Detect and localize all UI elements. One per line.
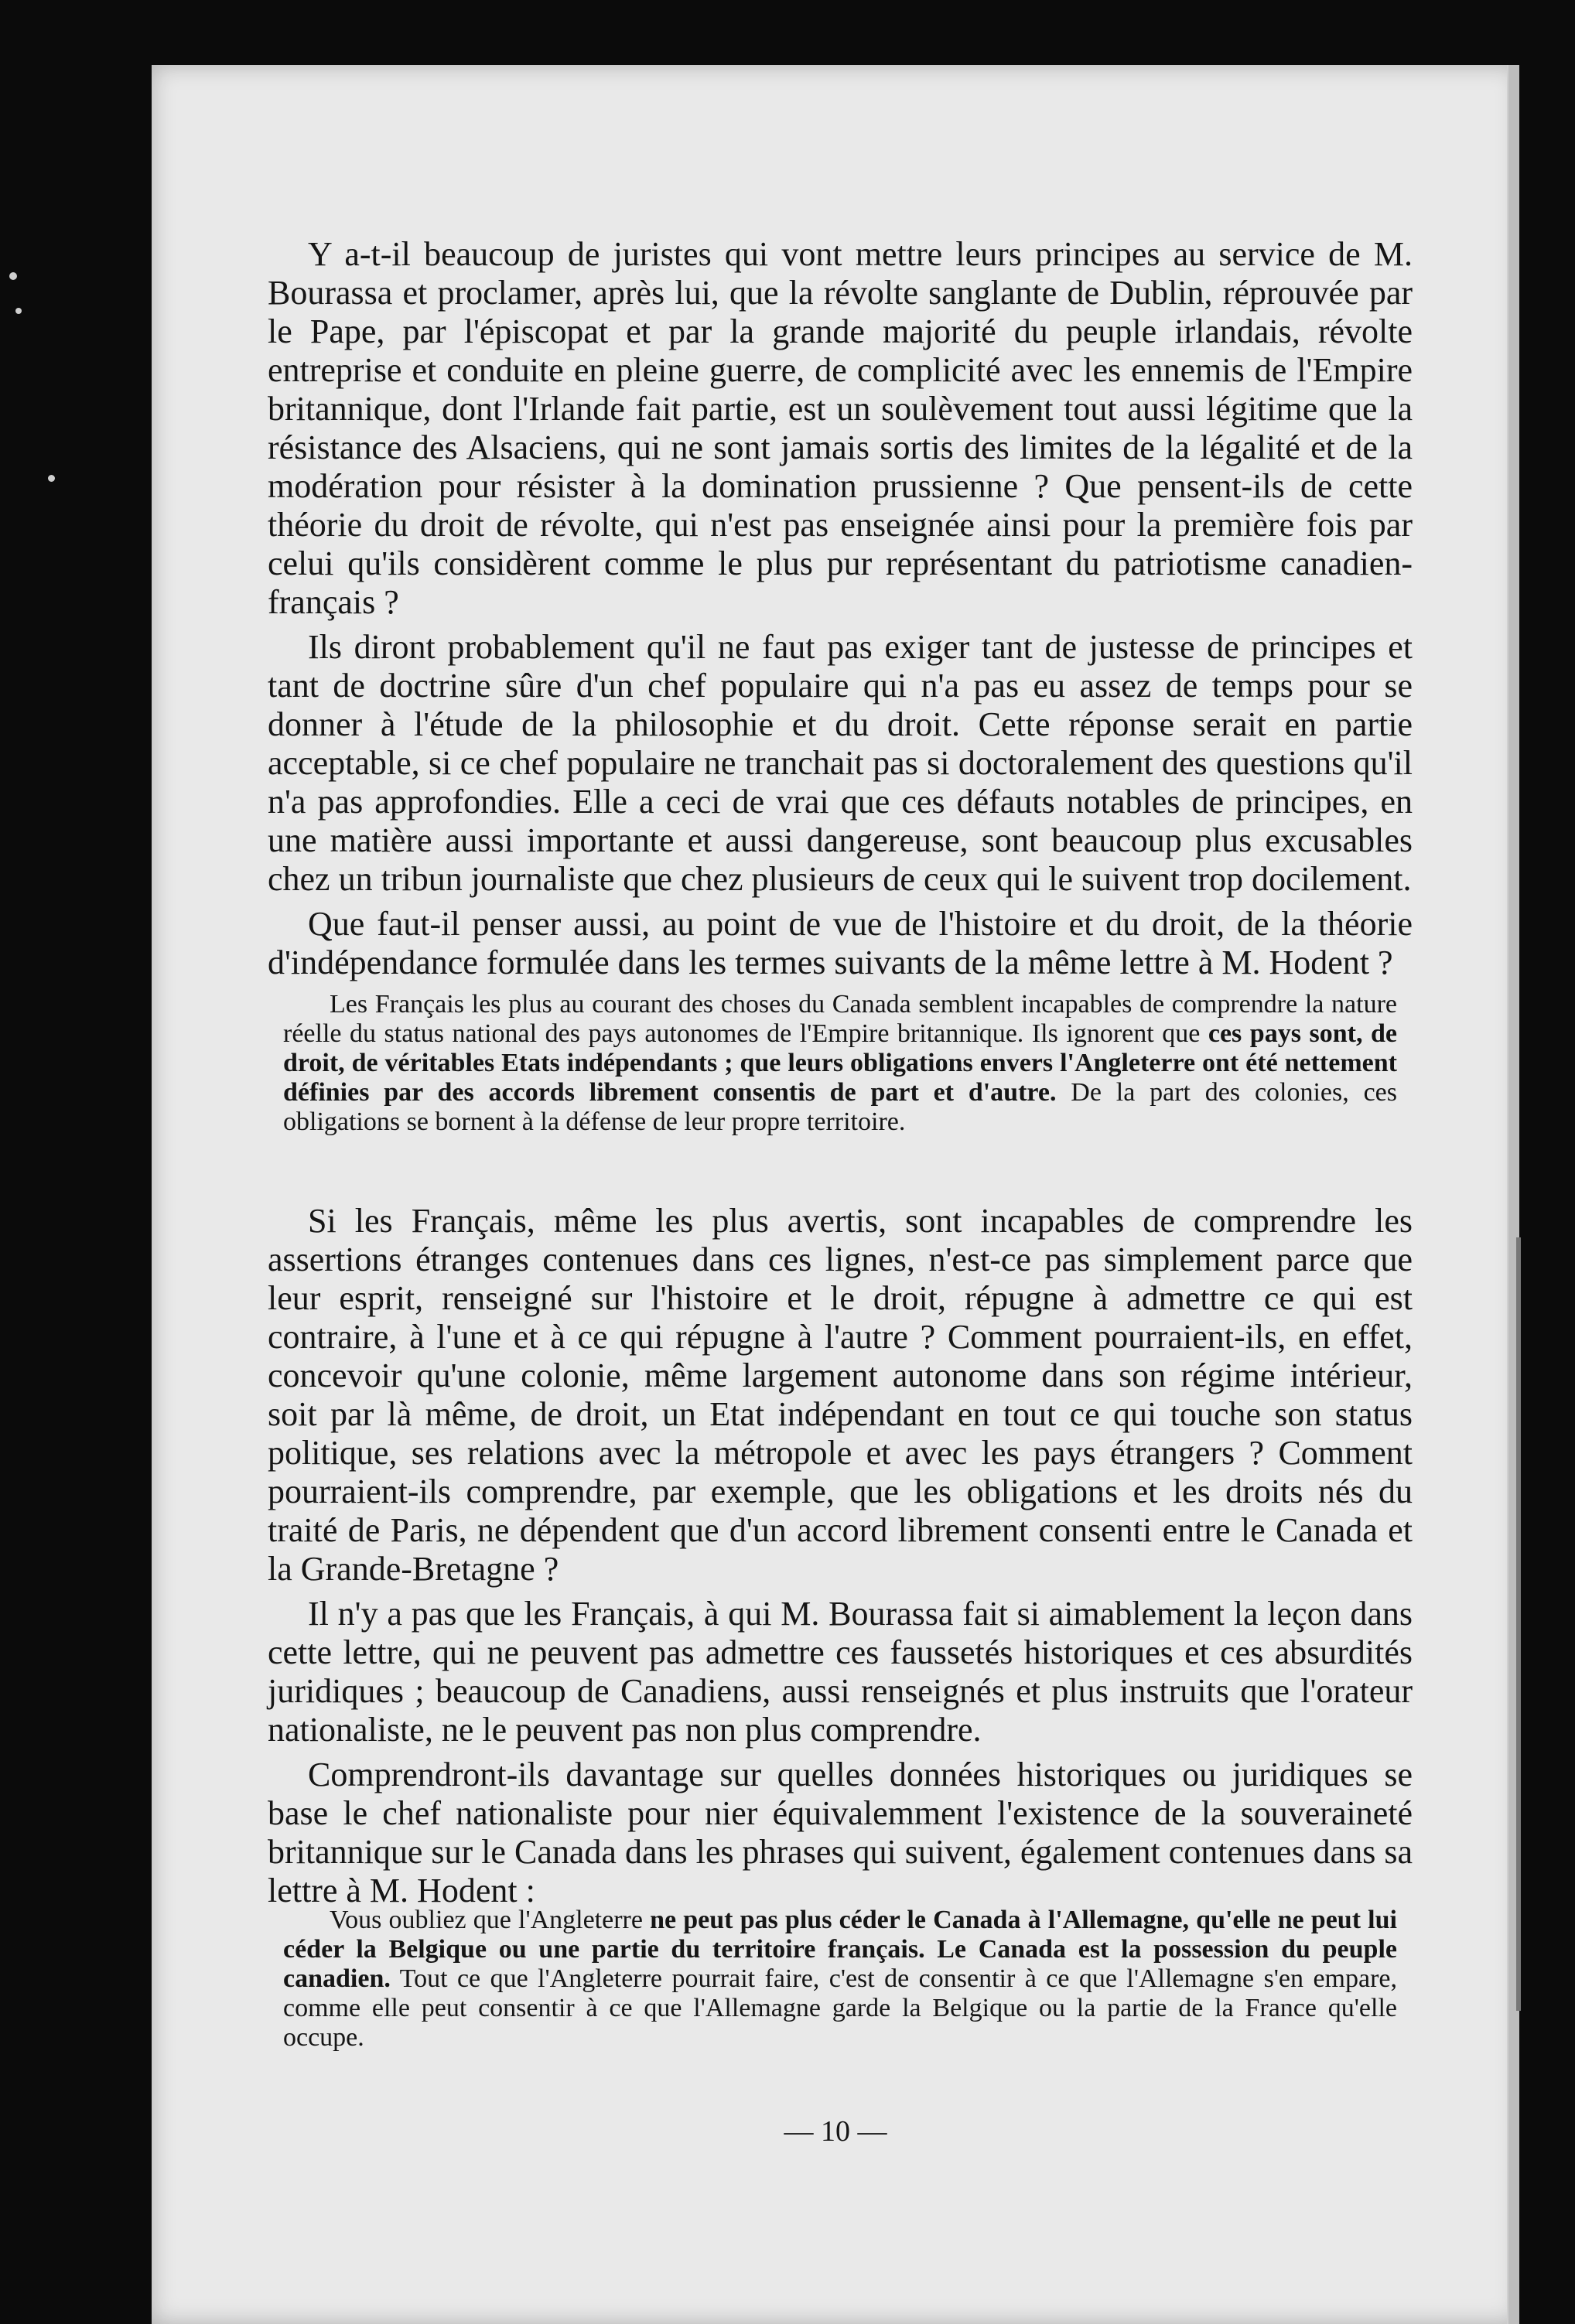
quote-1-part-c: De la part des colonies, ces obligations se bornent à la défense de leur propre territoire. xyxy=(283,1078,1397,1136)
page-edge-shadow xyxy=(1516,1237,1521,2011)
text-block-top xyxy=(268,235,1413,988)
quote-2-part-a: Vous oubliez que l'Angleterre xyxy=(330,1906,651,1934)
quote-block-1 xyxy=(268,990,1413,1155)
scan-speck xyxy=(48,475,55,482)
scan-speck xyxy=(15,308,22,314)
paragraph-2: Ils diront probablement qu'il ne faut pas exiger tant de justesse de principes et tant de doctrine sûre d'un chef populaire qui n'a pas eu assez de temps pour se donner à l'étude de la philosophie et du droit. Cette réponse serait en partie acceptable, si ce chef populaire ne tranchait pas si doctoralement des questions qu'il n'a pas approfondies. Elle a ceci de vrai que ces défauts notables de principes, en une matière aussi importante et aussi dangereuse, sont beaucoup plus excusables chez un tribun journaliste que chez plusieurs de ceux qui le suivent trop docilement. xyxy=(268,628,1413,898)
paragraph-3: Que faut-il penser aussi, au point de vue de l'histoire et du droit, de la théorie d'indépendance formulée dans les termes suivants de la même lettre à M. Hodent ? xyxy=(268,905,1413,981)
quote-1-part-a: Les Français les plus au courant des choses du Canada semblent incapables de comprendre la nature réelle du status national des pays autonomes de l'Empire britannique. Ils ignorent que xyxy=(283,990,1397,1048)
scan-speck xyxy=(9,272,17,280)
quote-2-part-c: Tout ce que l'Angleterre pourrait faire, c'est de consentir à ce que l'Allemagne s'en empare, comme elle peut consentir à ce que l'Allemagne garde la Belgique ou la partie de la France qu'elle occupe. xyxy=(283,1964,1397,2052)
text-block-middle xyxy=(268,1202,1413,1916)
quote-block-2 xyxy=(268,1906,1413,2071)
quote-2 xyxy=(268,1906,1413,2053)
document-page xyxy=(152,65,1519,2324)
paragraph-5: Il n'y a pas que les Français, à qui M. Bourassa fait si aimablement la leçon dans cette lettre, qui ne peuvent pas admettre ces faussetés historiques et ces absurdités juridiques ; beaucoup de Canadiens, aussi renseignés et plus instruits que l'orateur nationaliste, ne le peuvent pas non plus comprendre. xyxy=(268,1595,1413,1749)
paragraph-1: Y a-t-il beaucoup de juristes qui vont mettre leurs principes au service de M. Bourassa et proclamer, après lui, que la révolte sanglante de Dublin, réprouvée par le Pape, par l'épiscopat et par la grande majorité du peuple irlandais, révolte entreprise et conduite en pleine guerre, de complicité avec les ennemis de l'Empire britannique, dont l'Irlande fait partie, est un soulèvement tout aussi légitime que la résistance des Alsaciens, qui ne sont jamais sortis des limites de la légalité et de la modération pour résister à la domination prussienne ? Que pensent-ils de cette théorie du droit de révolte, qui n'est pas enseignée ainsi pour la première fois par celui qu'ils considèrent comme le plus pur représentant du patriotisme canadien-français ? xyxy=(268,235,1413,621)
page-number: — 10 — xyxy=(784,2115,887,2148)
quote-2-bold: ne peut pas plus céder le Canada à l'Allemagne, qu'elle ne peut lui céder la Belgique ou une partie du territoire français. Le Canada est la possession du peuple canadien. xyxy=(283,1906,1397,1993)
quote-1-bold: ces pays sont, de droit, de véritables Etats indépendants ; que leurs obligations envers l'Angleterre ont été nettement définies par des accords librement consentis de part et d'autre. xyxy=(283,1019,1397,1107)
paragraph-4: Si les Français, même les plus avertis, sont incapables de comprendre les assertions étranges contenues dans ces lignes, n'est-ce pas simplement parce que leur esprit, renseigné sur l'histoire et le droit, répugne à admettre ce qui est contraire, à l'une et à ce qui répugne à l'autre ? Comment pourraient-ils, en effet, concevoir qu'une colonie, même largement autonome dans son régime intérieur, soit par là même, de droit, un Etat indépendant en tout ce qui touche son status politique, ses relations avec la métropole et avec les pays étrangers ? Comment pourraient-ils comprendre, par exemple, que les obligations et les droits nés du traité de Paris, ne dépendent que d'un accord librement consenti entre le Canada et la Grande-Bretagne ? xyxy=(268,1202,1413,1588)
quote-1 xyxy=(268,990,1413,1137)
paragraph-6: Comprendront-ils davantage sur quelles données historiques ou juridiques se base le chef nationaliste pour nier équivalemment l'existence de la souveraineté britannique sur le Canada dans les phrases qui suivent, également contenues dans sa lettre à M. Hodent : xyxy=(268,1756,1413,1909)
